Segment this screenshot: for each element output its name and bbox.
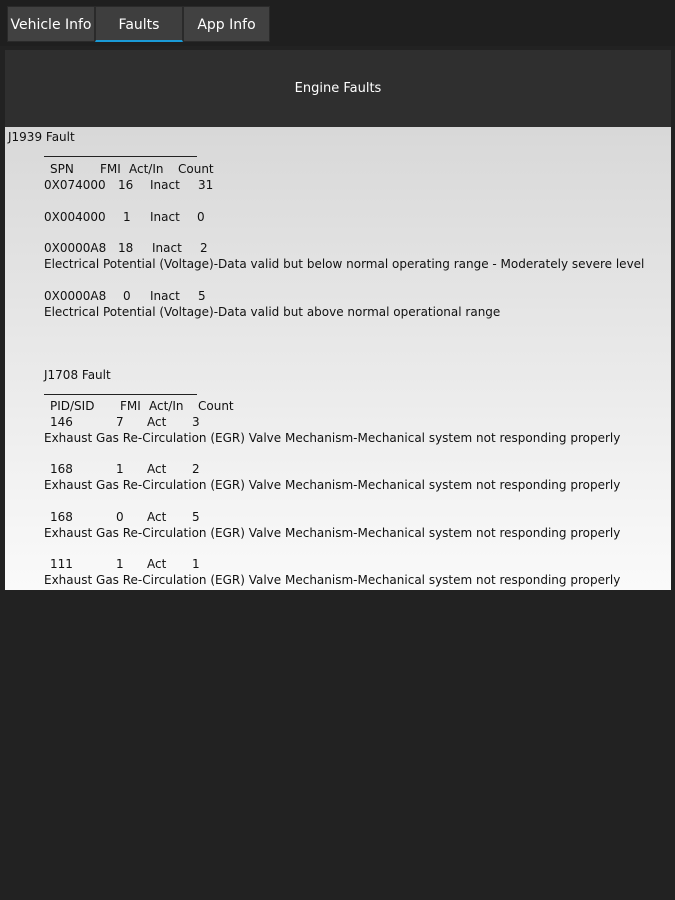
j1708-row-fmi: 1	[116, 462, 124, 476]
fault-list[interactable]	[5, 127, 671, 590]
j1939-row-fmi: 18	[118, 241, 134, 255]
j1939-row-spn: 0X0000A8	[44, 289, 107, 303]
tab-vehicle-info[interactable]: Vehicle Info	[7, 6, 95, 42]
j1708-row-description: Exhaust Gas Re-Circulation (EGR) Valve Mechanism-Mechanical system not responding properly	[44, 526, 621, 540]
j1708-row-pid: 111	[50, 557, 73, 571]
tab-faults[interactable]: Faults	[95, 6, 183, 42]
j1708-row-act: Act	[147, 557, 167, 571]
j1939-row-count: 31	[198, 178, 214, 192]
j1939-row-spn: 0X0000A8	[44, 241, 107, 255]
j1939-row-count: 0	[197, 210, 205, 224]
j1939-divider	[44, 156, 197, 157]
j1939-row-description: Electrical Potential (Voltage)-Data valid but below normal operating range - Moderately severe level	[44, 257, 645, 271]
j1939-row-spn: 0X004000	[44, 210, 106, 224]
j1939-row-count: 5	[198, 289, 206, 303]
j1708-row-pid: 168	[50, 462, 73, 476]
j1708-row-fmi: 7	[116, 415, 124, 429]
j1708-row-act: Act	[147, 415, 167, 429]
j1939-row-description: Electrical Potential (Voltage)-Data valid but above normal operational range	[44, 305, 501, 319]
j1708-row-description: Exhaust Gas Re-Circulation (EGR) Valve Mechanism-Mechanical system not responding properly	[44, 478, 621, 492]
j1708-row-count: 1	[192, 557, 200, 571]
j1939-row-act: Inact	[150, 289, 180, 303]
j1939-row-act: Inact	[150, 210, 180, 224]
j1708-header-pid: PID/SID	[50, 399, 95, 413]
tab-bar	[0, 0, 675, 46]
j1939-row-count: 2	[200, 241, 208, 255]
j1708-row-fmi: 1	[116, 557, 124, 571]
j1939-row-act: Inact	[152, 241, 182, 255]
j1708-row-description: Exhaust Gas Re-Circulation (EGR) Valve Mechanism-Mechanical system not responding properly	[44, 573, 621, 587]
j1708-row-description: Exhaust Gas Re-Circulation (EGR) Valve Mechanism-Mechanical system not responding properly	[44, 431, 621, 445]
j1708-header-fmi: FMI	[120, 399, 141, 413]
j1708-divider	[44, 394, 197, 395]
j1708-row-pid: 168	[50, 510, 73, 524]
j1939-header-fmi: FMI	[100, 162, 121, 176]
j1708-row-count: 3	[192, 415, 200, 429]
j1939-header-spn: SPN	[50, 162, 74, 176]
j1939-row-fmi: 1	[123, 210, 131, 224]
j1708-row-act: Act	[147, 462, 167, 476]
j1939-row-spn: 0X074000	[44, 178, 106, 192]
j1939-section-title: J1939 Fault	[8, 130, 75, 144]
tab-app-info[interactable]: App Info	[183, 6, 270, 42]
j1939-header-count: Count	[178, 162, 214, 176]
j1708-row-count: 5	[192, 510, 200, 524]
j1708-header-count: Count	[198, 399, 234, 413]
j1708-header-act: Act/In	[149, 399, 184, 413]
j1939-row-act: Inact	[150, 178, 180, 192]
j1708-row-fmi: 0	[116, 510, 124, 524]
j1939-header-act: Act/In	[129, 162, 164, 176]
j1708-section-title: J1708 Fault	[44, 368, 111, 382]
j1708-row-count: 2	[192, 462, 200, 476]
j1939-row-fmi: 16	[118, 178, 134, 192]
j1708-row-pid: 146	[50, 415, 73, 429]
j1939-row-fmi: 0	[123, 289, 131, 303]
j1708-row-act: Act	[147, 510, 167, 524]
page-title: Engine Faults	[5, 50, 671, 127]
